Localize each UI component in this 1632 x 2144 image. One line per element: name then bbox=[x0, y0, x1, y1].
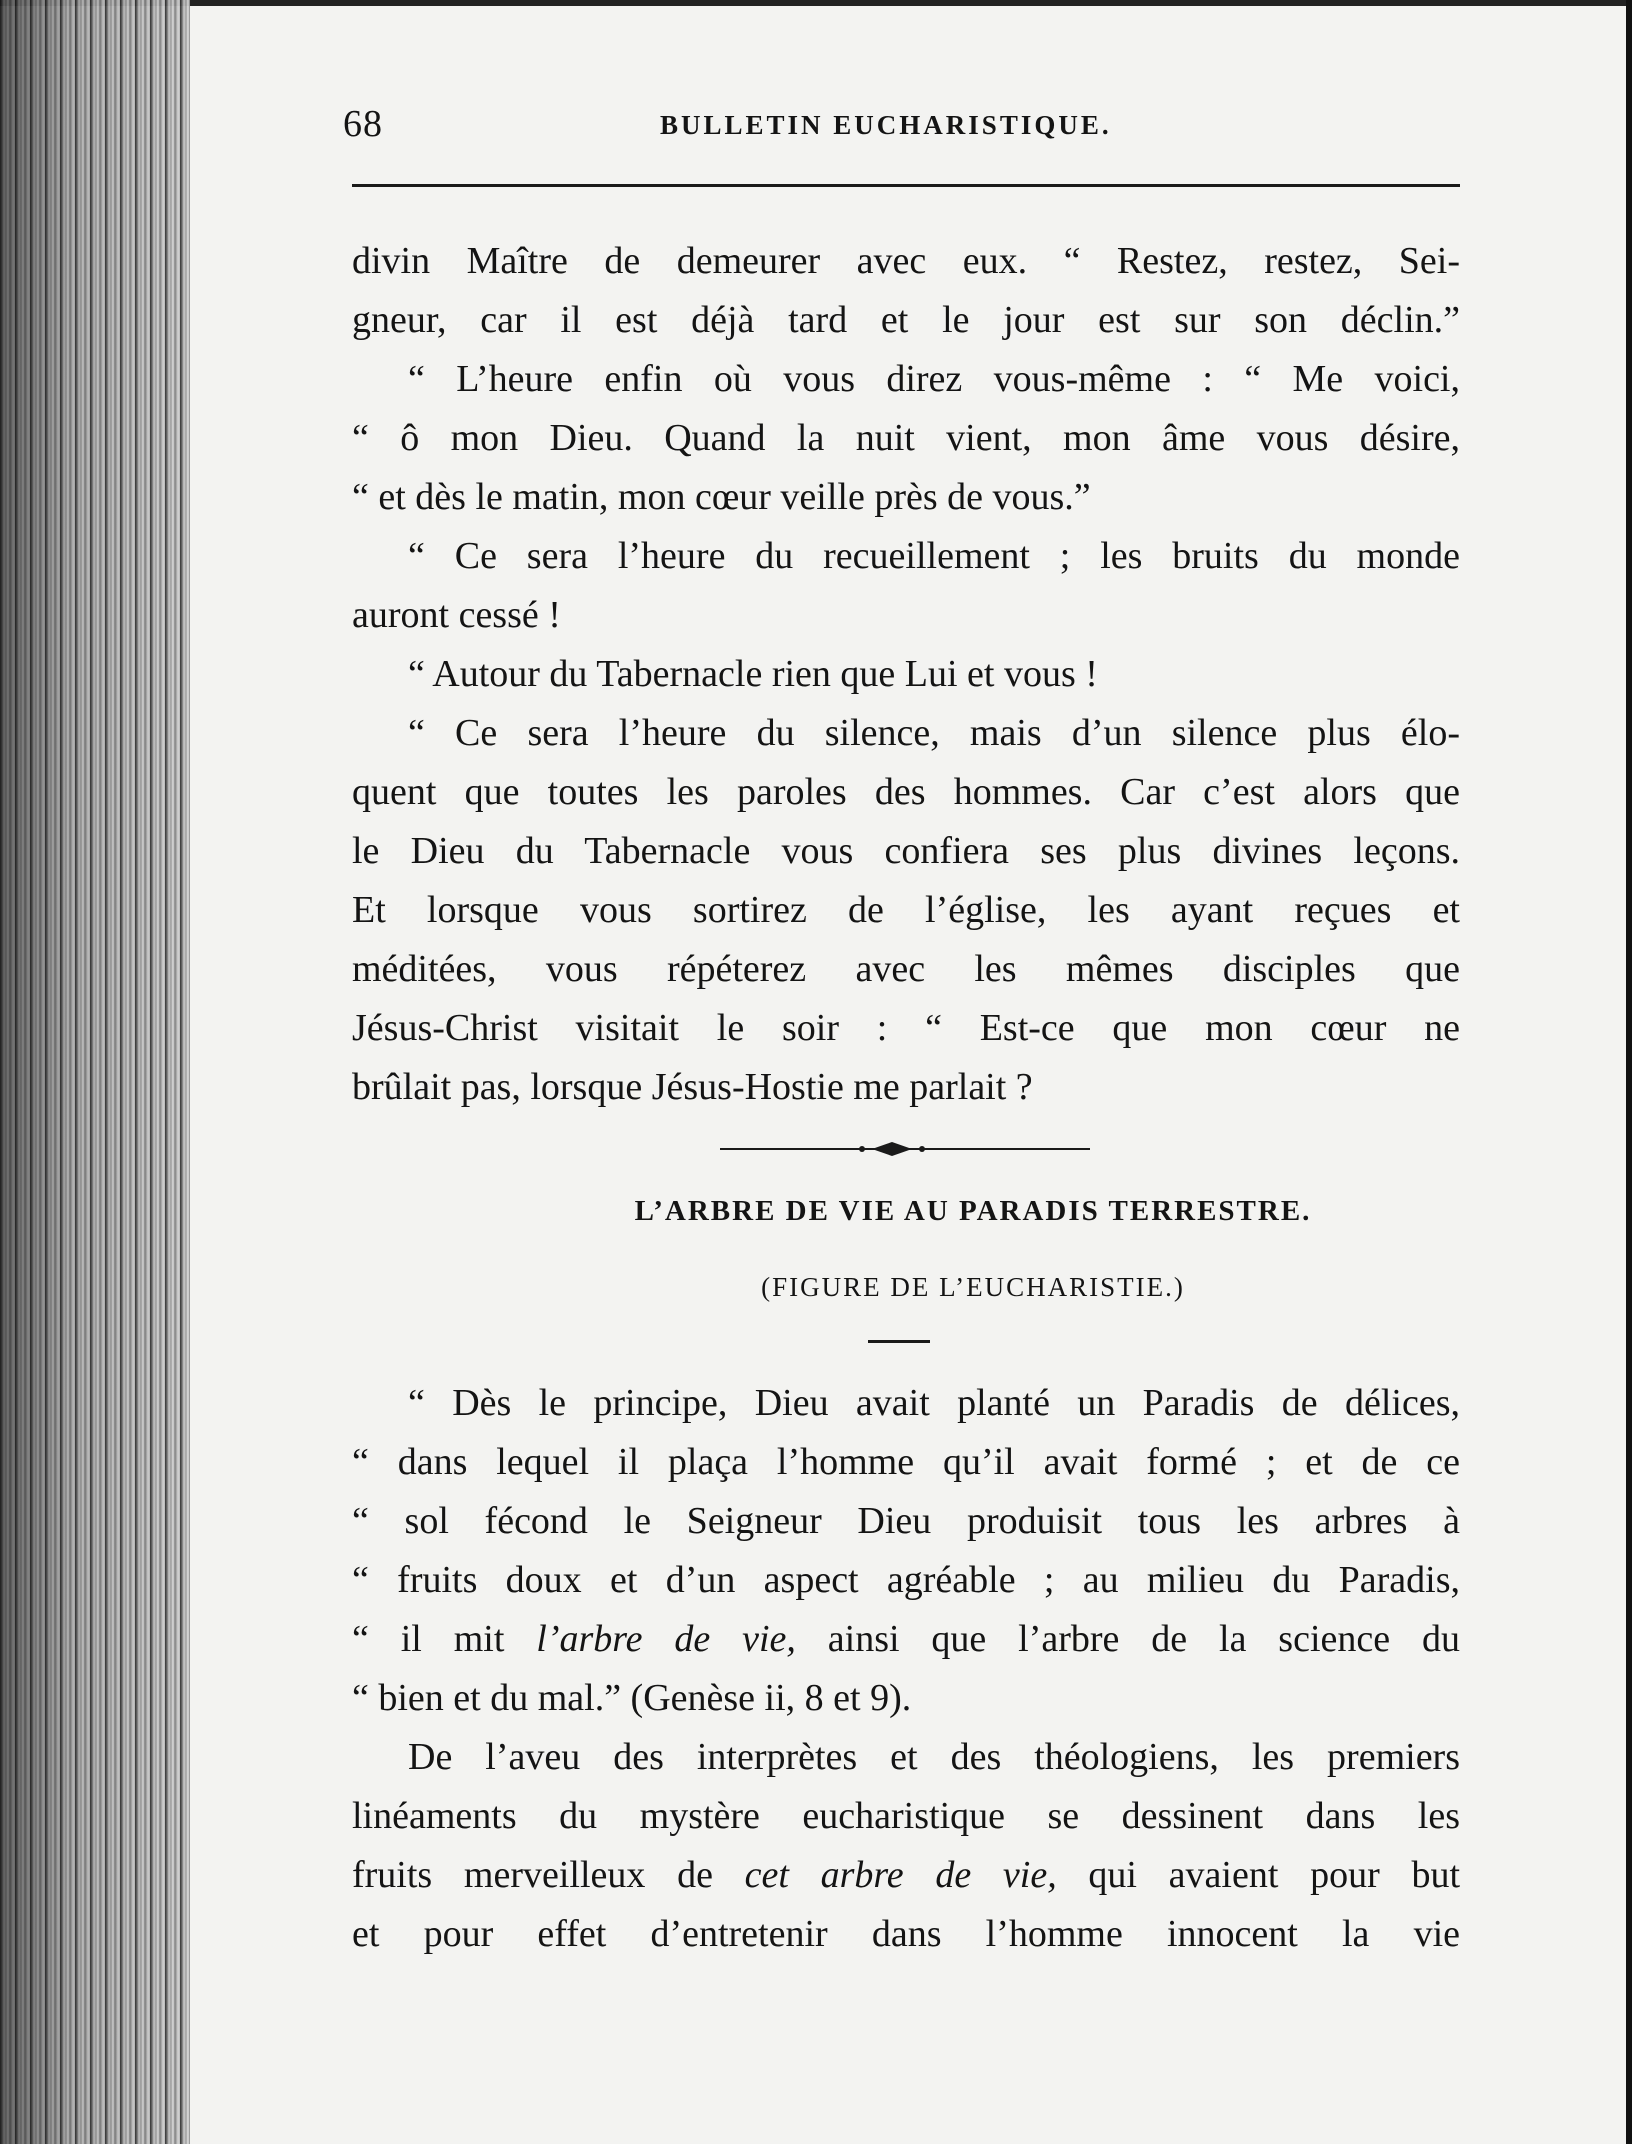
text-fragment: “ il mit bbox=[352, 1618, 537, 1660]
text-line: “ fruits doux et d’un aspect agréable ; au milieu du Paradis, bbox=[352, 1559, 1460, 1601]
text-line: et pour effet d’entretenir dans l’homme innocent la vie bbox=[352, 1913, 1460, 1955]
text-line: le Dieu du Tabernacle vous confiera ses plus divines leçons. bbox=[352, 830, 1460, 872]
text-line: brûlait pas, lorsque Jésus-Hostie me parlait ? bbox=[352, 1066, 1033, 1108]
book-page bbox=[190, 6, 1626, 2144]
text-line: gneur, car il est déjà tard et le jour est sur son déclin.” bbox=[352, 299, 1460, 341]
text-line: “ bien et du mal.” (Genèse ii, 8 et 9). bbox=[352, 1677, 912, 1719]
text-block-bottom bbox=[352, 1374, 1460, 1964]
text-line: “ dans lequel il plaça l’homme qu’il avait formé ; et de ce bbox=[352, 1441, 1460, 1483]
section-subtitle: (FIGURE DE L’EUCHARISTIE.) bbox=[761, 1272, 1185, 1302]
text-line: Jésus-Christ visitait le soir : “ Est-ce que mon cœur ne bbox=[352, 1007, 1460, 1049]
text-line: “ et dès le matin, mon cœur veille près de vous.” bbox=[352, 476, 1091, 518]
scan-right-border bbox=[1626, 0, 1632, 2144]
text-line: “ Ce sera l’heure du recueillement ; les bruits du monde bbox=[408, 535, 1460, 577]
section-divider-ornament bbox=[720, 1139, 1090, 1159]
text-line: “ Dès le principe, Dieu avait planté un Paradis de délices, bbox=[408, 1382, 1460, 1424]
text-line: quent que toutes les paroles des hommes. Car c’est alors que bbox=[352, 771, 1460, 813]
text-line: “ L’heure enfin où vous direz vous-même : “ Me voici, bbox=[408, 358, 1460, 400]
text-line: divin Maître de demeurer avec eux. “ Restez, restez, Sei- bbox=[352, 240, 1460, 282]
italic-fragment: l’arbre de vie, bbox=[536, 1618, 796, 1660]
text-line: “ Autour du Tabernacle rien que Lui et vous ! bbox=[408, 653, 1098, 695]
text-fragment: fruits merveilleux de bbox=[352, 1854, 745, 1896]
text-fragment: ainsi que l’arbre de la science du bbox=[795, 1618, 1460, 1660]
text-line: Et lorsque vous sortirez de l’église, les ayant reçues et bbox=[352, 889, 1460, 931]
text-block-top bbox=[352, 232, 1460, 1117]
text-fragment: qui avaient pour but bbox=[1056, 1854, 1461, 1896]
text-line: “ sol fécond le Seigneur Dieu produisit tous les arbres à bbox=[352, 1500, 1460, 1542]
book-page-edges bbox=[0, 0, 190, 2144]
text-line: “ Ce sera l’heure du silence, mais d’un silence plus élo- bbox=[408, 712, 1460, 754]
text-line: auront cessé ! bbox=[352, 594, 561, 636]
text-line: De l’aveu des interprètes et des théologiens, les premiers bbox=[408, 1736, 1460, 1778]
section-title: L’ARBRE DE VIE AU PARADIS TERRESTRE. bbox=[634, 1195, 1312, 1227]
text-line-with-italic bbox=[352, 1610, 1460, 1669]
text-line: “ ô mon Dieu. Quand la nuit vient, mon âme vous désire, bbox=[352, 417, 1460, 459]
subtitle-rule bbox=[868, 1340, 930, 1343]
text-line: méditées, vous répéterez avec les mêmes disciples que bbox=[352, 948, 1460, 990]
running-head: BULLETIN EUCHARISTIQUE. bbox=[660, 110, 1112, 140]
header-rule bbox=[352, 184, 1460, 187]
italic-fragment: cet arbre de vie, bbox=[744, 1854, 1057, 1896]
text-line-with-italic bbox=[352, 1846, 1460, 1905]
text-line: linéaments du mystère eucharistique se dessinent dans les bbox=[352, 1795, 1460, 1837]
page-number: 68 bbox=[343, 103, 383, 145]
